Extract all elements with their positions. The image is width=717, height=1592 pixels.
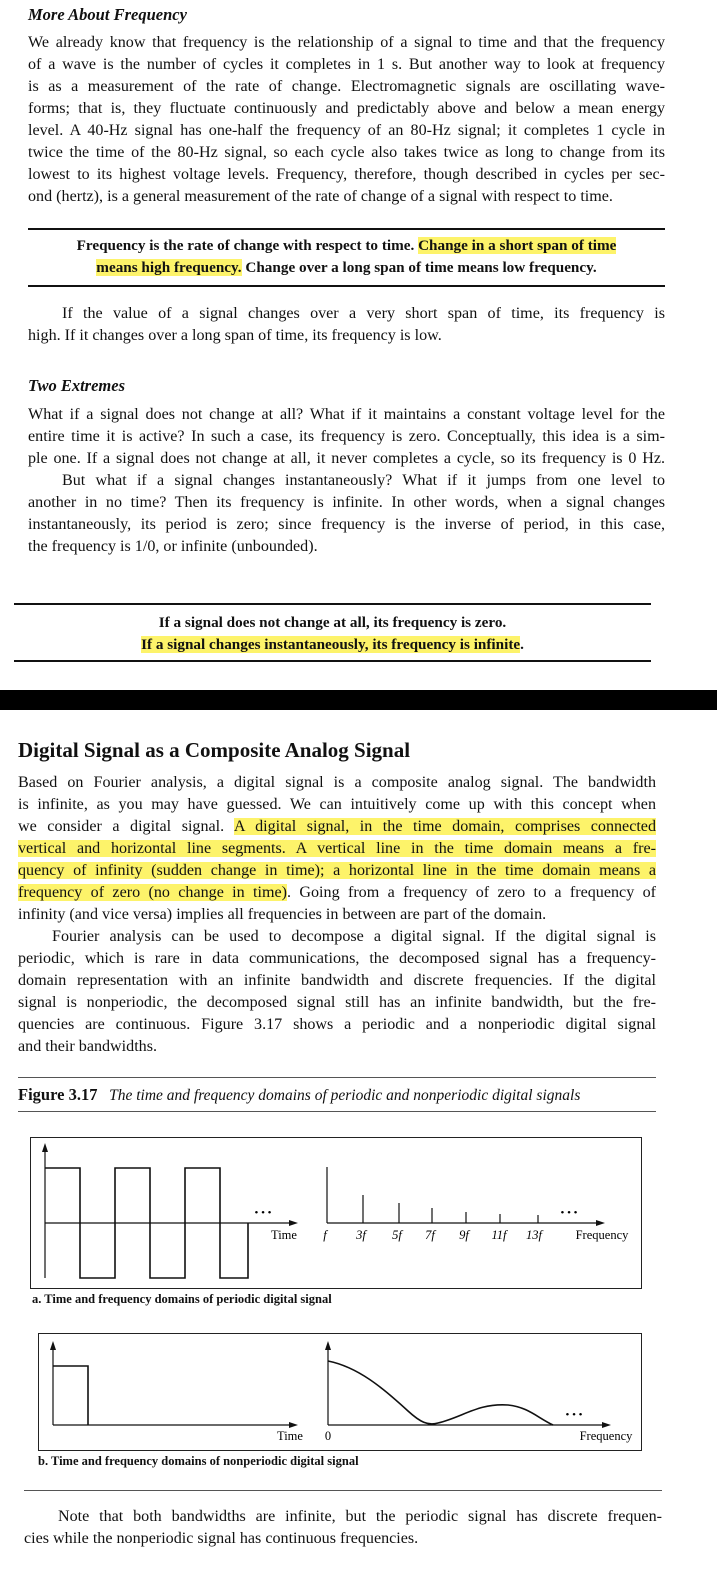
- text-line: and their bandwidths.: [18, 1038, 158, 1055]
- panel-a-label: a. Time and frequency domains of periodic digital signal: [32, 1292, 332, 1306]
- page-separator-bar: [0, 690, 717, 710]
- text-line: another in no time? Then its frequency is infinite. In other words, when a signal changes: [28, 494, 665, 511]
- figure-rule-top: [18, 1077, 656, 1078]
- time-axis-label: Time: [277, 1429, 303, 1443]
- text-line: ple one. If a signal does not change at all, it never completes a cycle, so its frequency is 0 Hz.: [28, 450, 665, 467]
- figure-rule-end: [24, 1490, 662, 1491]
- callout-two-extremes: [14, 612, 651, 656]
- freq-ellipsis: • • •: [560, 1207, 578, 1219]
- text-line: [18, 816, 656, 838]
- callout-highlight: If a signal changes instantaneously, its frequency is infinite: [141, 636, 521, 653]
- paragraph-frequency-intro: [28, 32, 665, 208]
- single-pulse: [53, 1366, 88, 1425]
- text-line: entire time it is active? In such a case, its frequency is zero. Conceptually, this idea is a sim-: [28, 428, 665, 445]
- text-line: infinity (and vice versa) implies all frequencies in between are part of the domain.: [18, 906, 547, 923]
- freq-tick-label: 13f: [526, 1228, 542, 1242]
- text-line: [18, 860, 656, 882]
- callout-highlight: means high frequency.: [96, 259, 242, 276]
- text-line: But what if a signal changes instantaneously? What if it jumps from one level to: [62, 472, 665, 489]
- text-line: is infinite, as you may have guessed. We can intuitively come up with this concept when: [18, 796, 656, 813]
- text-line: is as a measurement of the rate of change. Electromagnetic signals are oscillating wave-: [28, 78, 665, 95]
- text-line: lowest to its highest voltage levels. Frequency, therefore, though described in cycles per sec-: [28, 166, 665, 183]
- text-line: instantaneously, its period is zero; since frequency is the inverse of period, in this case,: [28, 516, 665, 533]
- time-axis-arrowhead-up: [50, 1341, 56, 1350]
- text-line: We already know that frequency is the relationship of a signal to time and that the frequency: [28, 34, 665, 51]
- text-highlight: quency of infinity (sudden change in time); a horizontal line in the time domain means a: [18, 862, 656, 879]
- text-line: signal is nonperiodic, the decomposed signal still has an infinite bandwidth, but the fre-: [18, 994, 656, 1011]
- freq-axis-arrowhead-up: [325, 1341, 331, 1350]
- text-highlight: A digital signal, in the time domain, comprises connected: [233, 818, 657, 835]
- figure-panel-periodic: [30, 1137, 642, 1289]
- text-line: What if a signal does not change at all? What if it maintains a constant voltage level for the: [28, 406, 665, 423]
- paragraph-short-span: [28, 303, 665, 347]
- subheading-more-about-frequency: More About Frequency: [28, 5, 187, 24]
- figure-caption: [18, 1085, 656, 1105]
- time-axis-arrowhead-right: [289, 1422, 298, 1428]
- paragraph-fourier-composite: [18, 772, 656, 1058]
- figure-caption-text: The time and frequency domains of periodic and nonperiodic digital signals: [109, 1087, 581, 1104]
- text-line: Note that both bandwidths are infinite, but the periodic signal has discrete frequen-: [58, 1508, 662, 1525]
- figure-rule-bottom: [18, 1111, 656, 1112]
- figure-number: Figure 3.17: [18, 1085, 98, 1104]
- section-title: Digital Signal as a Composite Analog Signal: [18, 738, 411, 762]
- text-highlight: frequency of zero (no change in time): [18, 884, 288, 901]
- text-line: level. A 40-Hz signal has one-half the frequency of an 80-Hz signal; it completes 1 cycle in: [28, 122, 665, 139]
- text-line: [18, 838, 656, 860]
- callout-text: Frequency is the rate of change with respect to time.: [76, 237, 415, 254]
- callout-rate-of-change: [28, 235, 665, 279]
- callout-text: If a signal does not change at all, its frequency is zero.: [158, 614, 507, 631]
- callout-period: .: [520, 636, 524, 653]
- text-line: domain representation with an infinite bandwidth and discrete frequencies. If the digital: [18, 972, 656, 989]
- subheading-two-extremes: Two Extremes: [28, 376, 126, 395]
- text-line: If the value of a signal changes over a very short span of time, its frequency is: [62, 305, 665, 322]
- callout-text: Change over a long span of time means low frequency.: [245, 259, 597, 276]
- callout2-rule-top: [14, 603, 651, 605]
- freq-tick-label: 5f: [392, 1228, 402, 1242]
- paragraph-note-bandwidths: [24, 1506, 662, 1550]
- text-line: the frequency is 1/0, or infinite (unbounded).: [28, 538, 318, 555]
- text-line: cies while the nonperiodic signal has continuous frequencies.: [24, 1530, 419, 1547]
- freq-ellipsis: • • •: [565, 1409, 583, 1421]
- nonperiodic-signal-diagram: [38, 1333, 642, 1451]
- freq-axis-label: Frequency: [579, 1429, 633, 1443]
- text-line: [18, 882, 656, 904]
- freq-tick-label: 11f: [491, 1228, 507, 1242]
- callout-rule-bottom: [28, 285, 665, 287]
- time-axis-label: Time: [271, 1228, 297, 1242]
- text-span: we consider a digital signal.: [18, 818, 225, 835]
- freq-tick-label: 3f: [356, 1228, 366, 1242]
- zero-label: 0: [324, 1429, 332, 1443]
- paragraph-no-change: [28, 404, 665, 558]
- continuous-spectrum-curve: [328, 1361, 553, 1425]
- panel-b-label: b. Time and frequency domains of nonperiodic digital signal: [38, 1454, 359, 1468]
- time-axis-arrowhead-right: [289, 1220, 298, 1226]
- figure-panel-nonperiodic: [38, 1333, 642, 1451]
- text-highlight: vertical and horizontal line segments. A vertical line in the time domain means a fre-: [18, 840, 656, 857]
- callout-highlight: Change in a short span of time: [418, 237, 617, 254]
- freq-axis-arrowhead: [596, 1220, 605, 1226]
- text-line: high. If it changes over a long span of time, its frequency is low.: [28, 327, 442, 344]
- time-ellipsis: • • •: [254, 1207, 272, 1219]
- text-line: forms; that is, they fluctuate continuously and predictably above and below a mean energy: [28, 100, 665, 117]
- freq-axis-label: Frequency: [575, 1228, 629, 1242]
- periodic-signal-diagram: [30, 1137, 642, 1289]
- callout2-rule-bottom: [14, 660, 651, 662]
- text-line: Fourier analysis can be used to decompose a digital signal. If the digital signal is: [52, 928, 656, 945]
- text-line: quencies are continuous. Figure 3.17 shows a periodic and a nonperiodic digital signal: [18, 1016, 656, 1033]
- freq-axis-arrowhead: [602, 1422, 611, 1428]
- text-line: Based on Fourier analysis, a digital signal is a composite analog signal. The bandwidth: [18, 774, 656, 791]
- time-axis-arrowhead-up: [42, 1143, 48, 1152]
- freq-tick-label: f: [323, 1228, 327, 1242]
- text-line: periodic, which is rare in data communications, the decomposed signal has a frequency-: [18, 950, 656, 967]
- text-line: ond (hertz), is a general measurement of the rate of change of a signal with respect to time.: [28, 188, 613, 205]
- freq-tick-label: 7f: [425, 1228, 435, 1242]
- text-span: . Going from a frequency of zero to a frequency of: [287, 884, 656, 901]
- text-line: of a wave is the number of cycles it completes in 1 s. But another way to look at frequency: [28, 56, 665, 73]
- callout-rule-top: [28, 228, 665, 230]
- freq-tick-label: 9f: [459, 1228, 469, 1242]
- text-line: twice the time of the 80-Hz signal, so each cycle also takes twice as long to change from its: [28, 144, 665, 161]
